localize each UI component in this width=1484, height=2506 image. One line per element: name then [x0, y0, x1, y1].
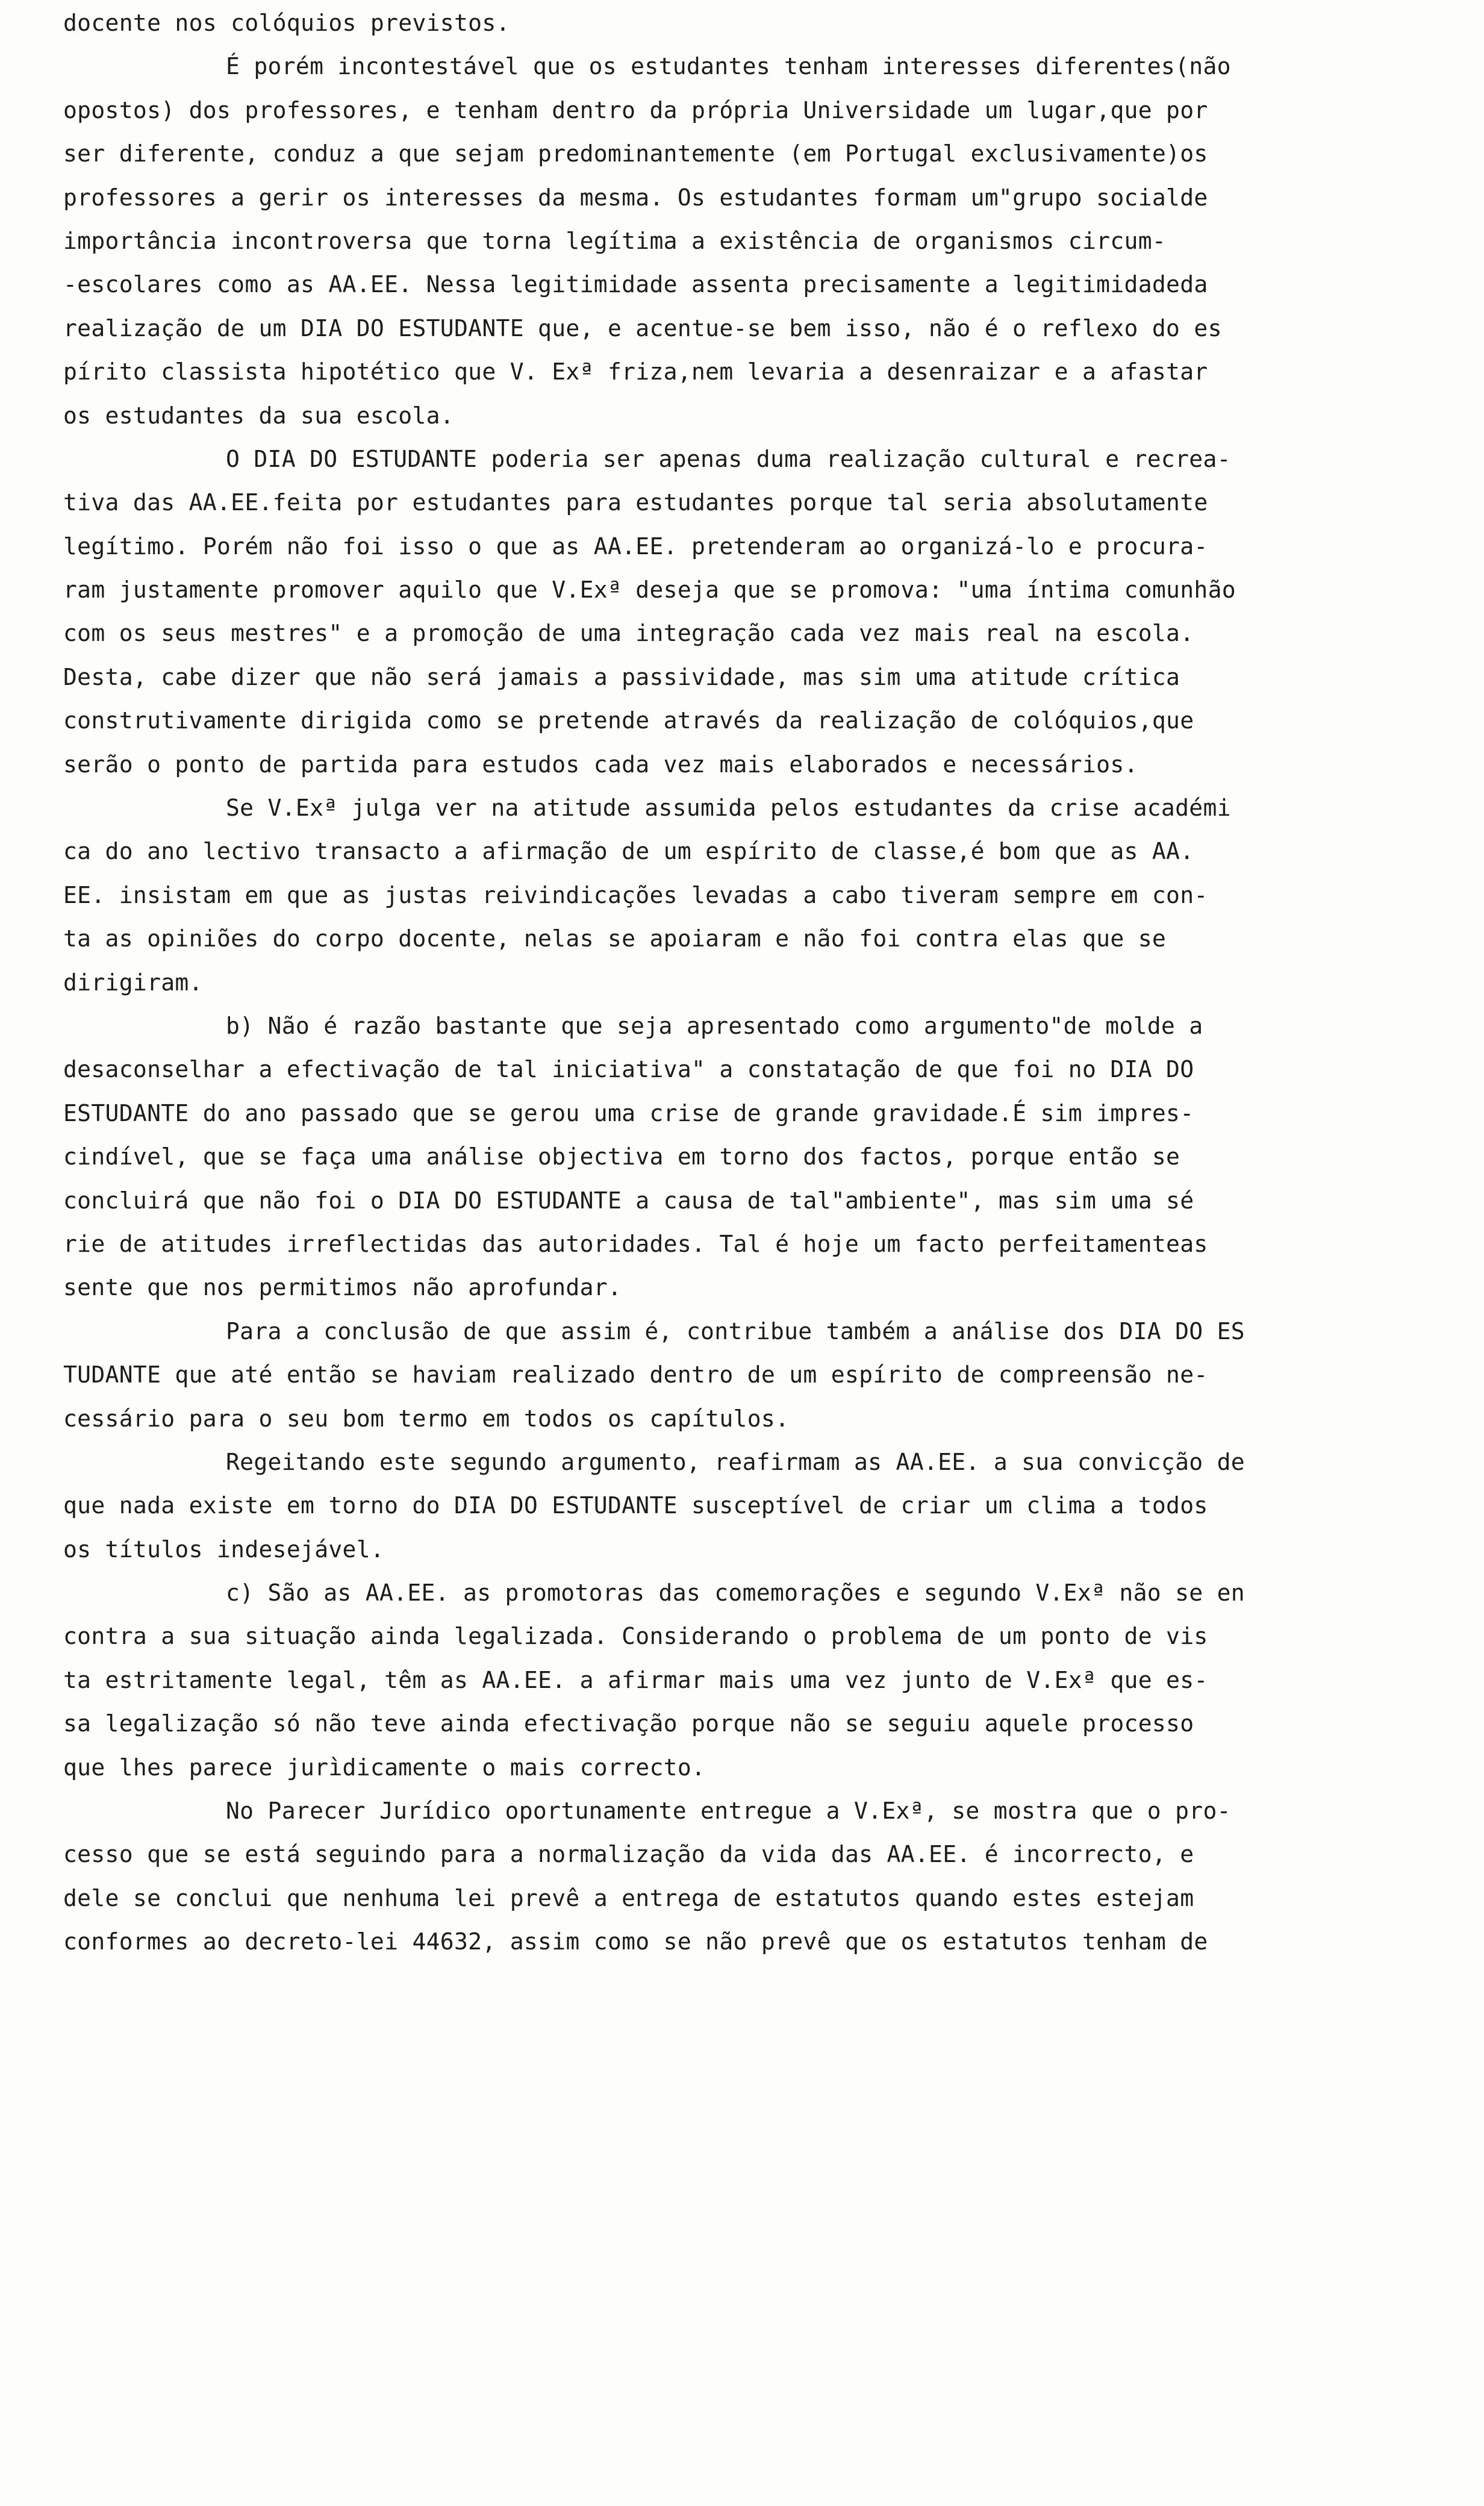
- text-line: Regeitando este segundo argumento, reafirmam as AA.EE. a sua convicção de: [226, 1448, 1245, 1475]
- text-line: sa legalização só não teve ainda efectivação porque não se seguiu aquele processo: [63, 1710, 1194, 1737]
- text-line: os títulos indesejável.: [63, 1536, 385, 1563]
- text-line: -escolares como as AA.EE. Nessa legitimidade assenta precisamente a legitimidadeda: [63, 271, 1208, 298]
- paragraph: [63, 45, 1376, 437]
- text-line: O DIA DO ESTUDANTE poderia ser apenas duma realização cultural e recrea-: [226, 445, 1231, 472]
- text-line: TUDANTE que até então se haviam realizado dentro de um espírito de compreensão ne-: [63, 1361, 1208, 1389]
- text-line: rie de atitudes irreflectidas das autoridades. Tal é hoje um facto perfeitamenteas: [63, 1230, 1208, 1257]
- text-line: Desta, cabe dizer que não será jamais a passividade, mas sim uma atitude crítica: [63, 663, 1180, 690]
- text-line: importância incontroversa que torna legítima a existência de organismos circum-: [63, 227, 1167, 254]
- paragraph: [63, 1004, 1376, 1310]
- text-line: que nada existe em torno do DIA DO ESTUDANTE susceptível de criar um clima a todos: [63, 1492, 1208, 1519]
- text-line: Se V.Exª julga ver na atitude assumida pelos estudantes da crise académi: [226, 795, 1231, 822]
- text-line: que lhes parece jurìdicamente o mais correcto.: [63, 1754, 706, 1781]
- text-line: pírito classista hipotético que V. Exª friza,nem levaria a desenraizar e a afastar: [63, 358, 1208, 386]
- text-line: sente que nos permitimos não aprofundar.: [63, 1274, 622, 1301]
- paragraph: [63, 786, 1376, 1004]
- paragraph: [63, 437, 1376, 786]
- text-line: ca do ano lectivo transacto a afirmação de um espírito de classe,é bom que as AA.: [63, 838, 1194, 865]
- text-line: desaconselhar a efectivação de tal iniciativa" a constatação de que foi no DIA DO: [63, 1056, 1194, 1083]
- text-line: ser diferente, conduz a que sejam predominantemente (em Portugal exclusivamente)os: [63, 140, 1208, 167]
- text-line: ta as opiniões do corpo docente, nelas se apoiaram e não foi contra elas que se: [63, 925, 1167, 952]
- text-line: conformes ao decreto-lei 44632, assim como se não prevê que os estatutos tenham de: [63, 1928, 1208, 1955]
- paragraph: [63, 1789, 1376, 1964]
- text-line: cessário para o seu bom termo em todos os capítulos.: [63, 1405, 790, 1432]
- text-line: cindível, que se faça uma análise objectiva em torno dos factos, porque então se: [63, 1143, 1180, 1170]
- text-line: os estudantes da sua escola.: [63, 402, 454, 429]
- text-line: serão o ponto de partida para estudos cada vez mais elaborados e necessários.: [63, 751, 1138, 778]
- text-line: com os seus mestres" e a promoção de uma integração cada vez mais real na escola.: [63, 620, 1194, 647]
- paragraph: [63, 1, 1376, 45]
- text-line: ta estritamente legal, têm as AA.EE. a afirmar mais uma vez junto de V.Exª que es-: [63, 1666, 1208, 1693]
- typewritten-text-body: [63, 1, 1376, 1964]
- text-line: docente nos colóquios previstos.: [63, 10, 510, 36]
- text-line: É porém incontestável que os estudantes tenham interesses diferentes(não: [226, 53, 1231, 80]
- paragraph: [63, 1310, 1376, 1440]
- text-line: tiva das AA.EE.feita por estudantes para estudantes porque tal seria absolutamente: [63, 489, 1208, 516]
- text-line: EE. insistam em que as justas reivindicações levadas a cabo tiveram sempre em con-: [63, 881, 1208, 908]
- text-line: cesso que se está seguindo para a normalização da vida das AA.EE. é incorrecto, e: [63, 1841, 1194, 1868]
- text-line: Para a conclusão de que assim é, contribue também a análise dos DIA DO ES: [226, 1317, 1245, 1345]
- text-line: c) São as AA.EE. as promotoras das comemorações e segundo V.Exª não se en: [226, 1580, 1245, 1607]
- paragraph: [63, 1440, 1376, 1571]
- text-line: realização de um DIA DO ESTUDANTE que, e acentue-se bem isso, não é o reflexo do es: [63, 314, 1222, 342]
- text-line: concluirá que não foi o DIA DO ESTUDANTE a causa de tal"ambiente", mas sim uma sé: [63, 1187, 1194, 1214]
- text-line: professores a gerir os interesses da mesma. Os estudantes formam um"grupo socialde: [63, 184, 1208, 211]
- text-line: ESTUDANTE do ano passado que se gerou uma crise de grande gravidade.É sim impres-: [63, 1099, 1194, 1126]
- text-line: opostos) dos professores, e tenham dentro da própria Universidade um lugar,que por: [63, 96, 1208, 123]
- text-line: dirigiram.: [63, 969, 203, 996]
- text-line: ram justamente promover aquilo que V.Exª deseja que se promova: "uma íntima comunhão: [63, 577, 1236, 604]
- text-line: No Parecer Jurídico oportunamente entregue a V.Exª, se mostra que o pro-: [226, 1798, 1231, 1825]
- text-line: contra a sua situação ainda legalizada. Considerando o problema de um ponto de vis: [63, 1623, 1208, 1650]
- text-line: construtivamente dirigida como se pretende através da realização de colóquios,que: [63, 707, 1194, 734]
- text-line: b) Não é razão bastante que seja apresentado como argumento"de molde a: [226, 1012, 1203, 1039]
- paragraph: [63, 1571, 1376, 1789]
- text-line: dele se conclui que nenhuma lei prevê a entrega de estatutos quando estes estejam: [63, 1884, 1194, 1911]
- text-line: legítimo. Porém não foi isso o que as AA.EE. pretenderam ao organizá-lo e procura-: [63, 533, 1208, 560]
